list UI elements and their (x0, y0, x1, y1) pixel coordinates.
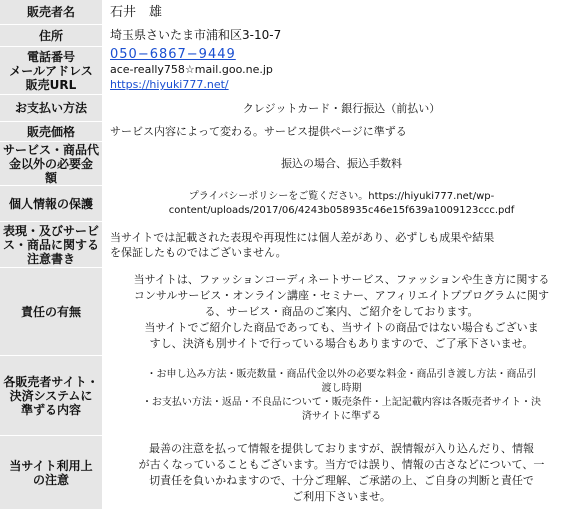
label-seller: 販売者名 (0, 0, 102, 24)
label-price: 販売価格 (0, 122, 102, 141)
value-seller: 石井 雄 (110, 4, 163, 20)
label-phone: 電話番号 (26, 49, 75, 64)
label-expression: 表現・及びサービ ス・商品に関する 注意書き (0, 222, 102, 267)
value-usage: 最善の注意を払って情報を提供しておりますが、誤情報が入り込んだり、情報 が古くなっていることもございます。当方では誤り、情報の古さなどについて、一 切責任を負いかねますので、十分ご理解、ご承諾の上、ご自身の判断と責任で ご利用下さいませ。 (138, 441, 545, 503)
value-liability: 当サイトは、ファッションコーディネートサービス、ファッションや生き方に関する コンサルサービス・オンライン講座・セミナー、アフィリエイトププログラムに関す る、サービス・商品のご案内、ご紹介をしております。 当サイトでご紹介した商品であっても、当サイトの商品ではない場合もございま すし、決済も別サイトで行っている場合もありますので、ご了承下さいませ。 (133, 272, 550, 350)
row-seller-sites (0, 356, 579, 436)
label-contact (0, 47, 102, 94)
label-mail: メールアドレス (9, 63, 93, 78)
label-extra-fees: サービス・商品代 金以外の必要金 額 (0, 142, 102, 185)
value-extra-fees: 振込の場合、振込手数料 (281, 157, 402, 170)
row-payment (0, 95, 579, 122)
row-usage (0, 436, 579, 509)
value-expression: 当サイトでは記載された表現や再現性には個人差があり、必ずしも成果や結果 を保証したものではございません。 (110, 230, 495, 259)
row-price (0, 122, 579, 142)
row-liability (0, 268, 579, 356)
label-seller-sites: 各販売者サイト・ 決済システムに 準ずる内容 (0, 356, 102, 435)
value-seller-sites: ・お申し込み方法・販売数量・商品代金以外の必要な料金・商品引き渡し方法・商品引 渡し時期 ・お支払い方法・返品・不良品について・販売条件・上記記載内容は各販売者サイト・決 済サイトに準ずる (141, 368, 542, 422)
label-usage: 当サイト利用上 の注意 (0, 436, 102, 509)
row-address (0, 25, 579, 47)
value-price: サービス内容によって変わる。サービス提供ページに準ずる (110, 125, 407, 138)
row-contact (0, 47, 579, 95)
row-privacy (0, 186, 579, 222)
row-extra-fees (0, 142, 579, 186)
sales-url-link[interactable]: https://hiyuki777.net/ (110, 78, 229, 91)
value-address: 埼玉県さいたま市浦和区3-10-7 (110, 28, 282, 42)
label-address: 住所 (0, 25, 102, 46)
label-liability: 責任の有無 (0, 268, 102, 355)
value-contact (106, 47, 577, 94)
value-payment: クレジットカード・銀行振込（前払い） (242, 101, 441, 115)
phone-link[interactable]: 050−6867−9449 (110, 47, 236, 62)
value-privacy: プライバシーポリシーをご覧ください。https://hiyuki777.net/wp- content/uploads/2017/06/4243b058935c46e15f639a1009123ccc.pdf (168, 190, 515, 216)
row-expression (0, 222, 579, 268)
mail-address: ace-really758☆mail.goo.ne.jp (110, 63, 273, 76)
label-url: 販売URL (25, 77, 77, 92)
row-seller (0, 0, 579, 25)
label-privacy: 個人情報の保護 (0, 186, 102, 221)
label-payment: お支払い方法 (0, 95, 102, 121)
